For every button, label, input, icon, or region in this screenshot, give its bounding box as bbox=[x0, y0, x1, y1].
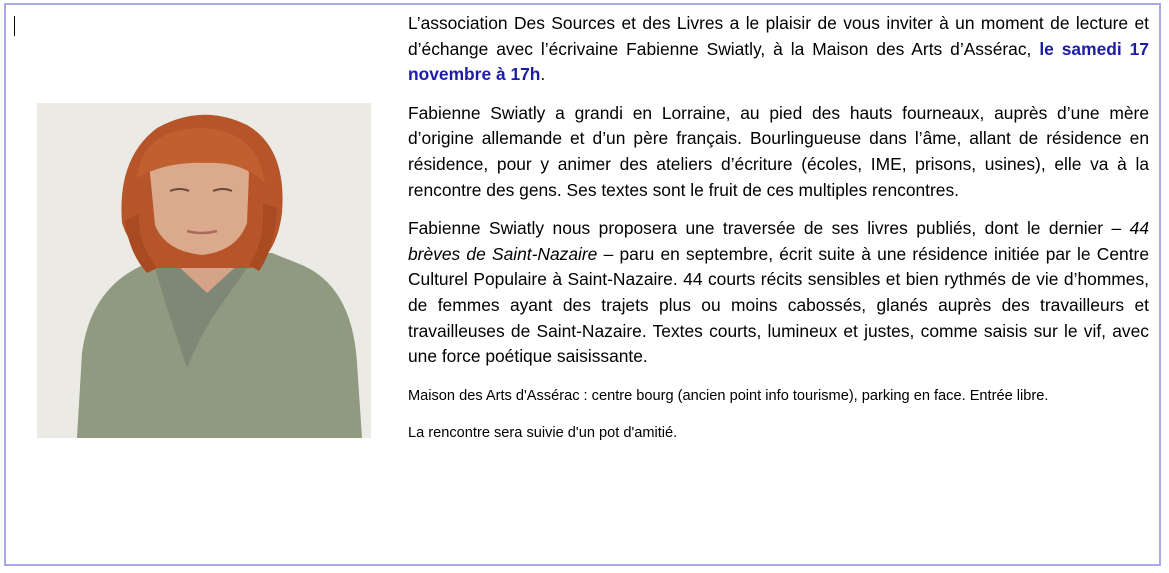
presentation-paragraph bbox=[408, 216, 1149, 370]
location-paragraph: Maison des Arts d'Assérac : centre bourg (ancien point info tourisme), parking en face. Entrée libre. bbox=[408, 387, 1049, 404]
presentation-text: Fabienne Swiatly nous proposera une traversée de ses livres publiés, dont le dernier – bbox=[408, 218, 1130, 239]
intro-paragraph bbox=[408, 11, 1149, 88]
portrait-photo bbox=[37, 103, 371, 438]
intro-end: . bbox=[540, 64, 546, 85]
portrait-photo-icon bbox=[37, 103, 371, 438]
text-cursor bbox=[14, 16, 15, 36]
presentation-text-end: – paru en septembre, écrit suite à une résidence initiée par le Centre Culturel Populaire à Saint-Nazaire. 44 courts récits sensibles et bien rythmés de vie d’hommes, de femmes ayant des trajets plus ou moins cabossés, glanés auprès des travailleurs et travailleuses de Saint-Nazaire. Textes courts, lumineux et justes, comme saisis sur le vif, avec une force poétique saisissante. bbox=[408, 243, 1149, 367]
closing-paragraph: La rencontre sera suivie d'un pot d'amitié. bbox=[408, 425, 678, 442]
book-title: 44 brèves de Saint-Nazaire bbox=[408, 218, 1149, 264]
article-text bbox=[408, 11, 1149, 445]
event-date: le samedi 17 novembre à 17h bbox=[408, 38, 1149, 85]
bio-paragraph: Fabienne Swiatly a grandi en Lorraine, au pied des hauts fourneaux, auprès d’une mère d’origine allemande et d’un père français. Bourlingueuse dans l’âme, allant de résidence en résidence, pour y animer des ateliers d’écriture (écoles, IME, prisons, usines), elle va à la rencontre des gens. Ses textes sont le fruit de ces multiples rencontres. bbox=[408, 102, 1149, 200]
intro-text: L’association Des Sources et des Livres a le plaisir de vous inviter à un moment de lecture et d’échange avec l’écrivaine Fabienne Swiatly, à la Maison des Arts d’Assérac, bbox=[408, 13, 1149, 59]
